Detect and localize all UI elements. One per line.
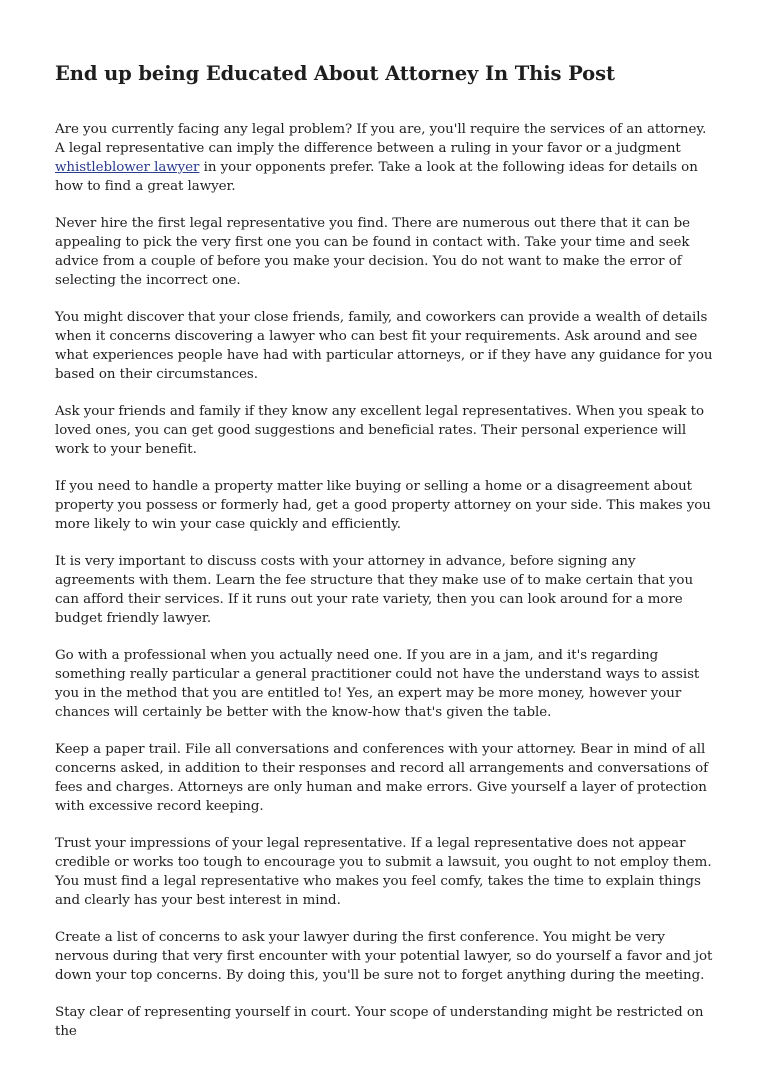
- paragraph-self-representation: Stay clear of representing yourself in court. Your scope of understanding might be restricted on the: [55, 1005, 704, 1039]
- paragraph-costs: It is very important to discuss costs with your attorney in advance, before signing any agreements with them. Learn the fee structure that they make use of to make certain that you can afford their services. If it runs out your rate variety, then you can look around for a more budget friendly lawyer.: [55, 554, 694, 626]
- whistleblower-lawyer-link[interactable]: whistleblower lawyer: [55, 160, 200, 175]
- intro-text-after-link: in your opponents prefer. Take a look at the following ideas for details on how to find a great lawyer.: [55, 160, 698, 194]
- intro-paragraph: [55, 120, 715, 196]
- paragraph-specialist: Go with a professional when you actually need one. If you are in a jam, and it's regarding something really particular a general practitioner could not have the understand ways to assist you in the method that you are entitled to! Yes, an expert may be more money, however your chances will certainly be better with the know-how that's given the table.: [55, 648, 700, 720]
- paragraph-referrals: You might discover that your close friends, family, and coworkers can provide a wealth of details when it concerns discovering a lawyer who can best fit your requirements. Ask around and see what experiences people have had with particular attorneys, or if they have any guidance for you based on their circumstances.: [55, 310, 713, 382]
- paragraph-hiring: Never hire the first legal representative you find. There are numerous out there that it can be appealing to pick the very first one you can be found in contact with. Take your time and seek advice from a couple of before you make your decision. You do not want to make the error of selecting the incorrect one.: [55, 216, 690, 288]
- paragraph-trust: Trust your impressions of your legal representative. If a legal representative does not appear credible or works too tough to encourage you to submit a lawsuit, you ought to not employ them. You must find a legal representative who makes you feel comfy, takes the time to explain things and clearly has your best interest in mind.: [55, 836, 712, 908]
- paragraph-property: If you need to handle a property matter like buying or selling a home or a disagreement about property you possess or formerly had, get a good property attorney on your side. This makes you more likely to win your case quickly and efficiently.: [55, 479, 711, 532]
- document-page: [55, 61, 715, 1059]
- page-title: End up being Educated About Attorney In This Post: [55, 62, 615, 85]
- paragraph-questions: Create a list of concerns to ask your lawyer during the first conference. You might be very nervous during that very first encounter with your potential lawyer, so do yourself a favor and jot down your top concerns. By doing this, you'll be sure not to forget anything during the meeting.: [55, 930, 713, 983]
- paragraph-paper-trail: Keep a paper trail. File all conversations and conferences with your attorney. Bear in mind of all concerns asked, in addition to their responses and record all arrangements and conversations of fees and charges. Attorneys are only human and make errors. Give yourself a layer of protection with excessive record keeping.: [55, 742, 708, 814]
- paragraph-friends-family: Ask your friends and family if they know any excellent legal representatives. When you speak to loved ones, you can get good suggestions and beneficial rates. Their personal experience will work to your benefit.: [55, 404, 704, 457]
- intro-text-before-link: Are you currently facing any legal problem? If you are, you'll require the services of an attorney. A legal representative can imply the difference between a ruling in your favor or a judgment: [55, 122, 707, 156]
